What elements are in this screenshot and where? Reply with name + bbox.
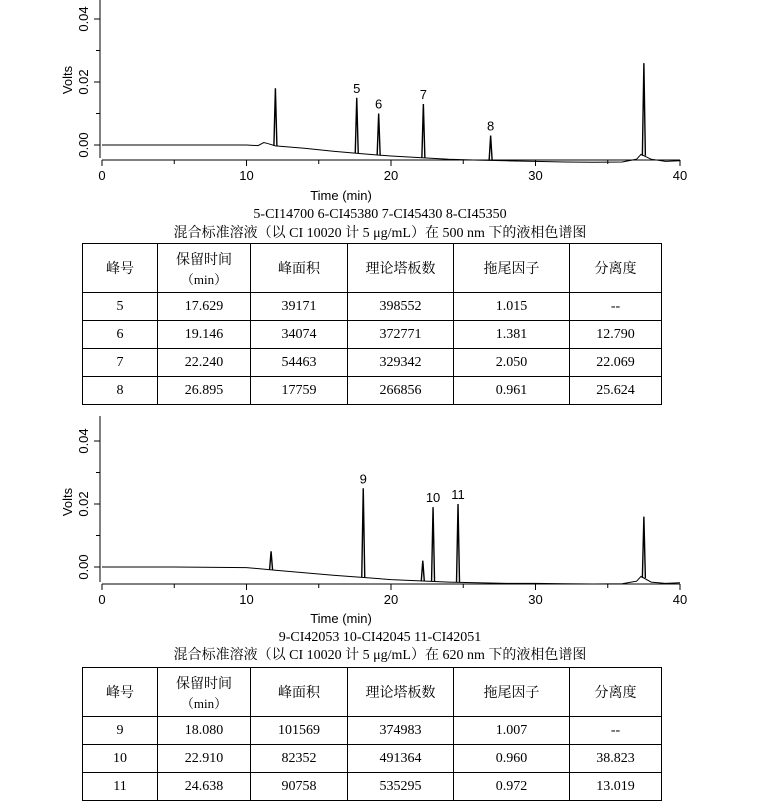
- header-peak: 峰号: [83, 668, 158, 717]
- cell-resolution: --: [570, 293, 662, 321]
- cell-area: 82352: [251, 745, 348, 773]
- cell-rt: 22.910: [158, 745, 251, 773]
- chromatogram-500nm: [0, 0, 760, 210]
- cell-peak: 8: [83, 377, 158, 405]
- cell-plates: 374983: [348, 717, 454, 745]
- x-tick-label: 10: [239, 168, 254, 183]
- x-tick-label: 40: [672, 168, 688, 183]
- cell-peak: 6: [83, 321, 158, 349]
- table-row: [83, 293, 662, 321]
- peak: [270, 551, 273, 570]
- x-tick-label: 30: [528, 592, 543, 607]
- peak-label: 5: [353, 80, 361, 96]
- cell-rt: 19.146: [158, 321, 251, 349]
- cell-area: 101569: [251, 717, 348, 745]
- cell-tailing: 2.050: [454, 349, 570, 377]
- table-620nm: [82, 667, 662, 801]
- cell-plates: 398552: [348, 293, 454, 321]
- peak-label: 8: [487, 118, 495, 134]
- header-area: 峰面积: [251, 244, 348, 293]
- peak: [642, 63, 645, 156]
- header-plates: 理论塔板数: [348, 668, 454, 717]
- chromatogram-trace: [102, 567, 680, 584]
- chromatogram-620nm-svg: [0, 410, 760, 632]
- peak-label: 6: [375, 96, 383, 112]
- cell-plates: 535295: [348, 773, 454, 801]
- header-rt-unit: （min）: [180, 695, 228, 711]
- header-rt-main: 保留时间: [176, 252, 232, 268]
- cell-resolution: 25.624: [570, 377, 662, 405]
- cell-area: 34074: [251, 321, 348, 349]
- peak: [642, 517, 645, 578]
- x-tick-label: 0: [98, 592, 106, 607]
- cell-plates: 329342: [348, 349, 454, 377]
- cell-area: 54463: [251, 349, 348, 377]
- cell-rt: 22.240: [158, 349, 251, 377]
- x-tick-label: 30: [528, 168, 543, 183]
- y-tick-label: 0.02: [76, 69, 91, 95]
- header-retention-time: [158, 668, 251, 717]
- cell-tailing: 1.381: [454, 321, 570, 349]
- header-peak: 峰号: [83, 244, 158, 293]
- y-tick-label: 0.00: [76, 554, 91, 580]
- chromatogram-620nm: [0, 410, 760, 632]
- header-resolution: 分离度: [570, 668, 662, 717]
- table-row: [83, 745, 662, 773]
- peak-label: 10: [425, 490, 441, 506]
- header-plates: 理论塔板数: [348, 244, 454, 293]
- cell-peak: 11: [83, 773, 158, 801]
- header-tailing: 拖尾因子: [454, 244, 570, 293]
- peak: [432, 507, 435, 581]
- cell-resolution: 12.790: [570, 321, 662, 349]
- cell-peak: 5: [83, 293, 158, 321]
- header-rt-unit: （min）: [180, 271, 228, 287]
- table-row: [83, 349, 662, 377]
- table-row: [83, 717, 662, 745]
- x-tick-label: 20: [383, 592, 399, 607]
- cell-peak: 7: [83, 349, 158, 377]
- peak-label: 7: [419, 87, 427, 103]
- cell-peak: 9: [83, 717, 158, 745]
- y-tick-label: 0.04: [76, 6, 91, 32]
- y-tick-label: 0.02: [76, 491, 91, 517]
- header-resolution: 分离度: [570, 244, 662, 293]
- y-axis-label: Volts: [60, 65, 75, 95]
- table-500nm: [82, 243, 662, 405]
- cell-area: 90758: [251, 773, 348, 801]
- peak: [377, 114, 380, 156]
- header-area: 峰面积: [251, 668, 348, 717]
- table-header-row: [83, 668, 662, 717]
- peak: [362, 488, 365, 577]
- chromatogram-500nm-svg: [0, 0, 760, 210]
- peak: [355, 98, 358, 154]
- y-tick-label: 0.00: [76, 132, 91, 158]
- cell-area: 39171: [251, 293, 348, 321]
- peak-label: 11: [451, 487, 465, 502]
- peak: [421, 561, 424, 581]
- table-header-row: [83, 244, 662, 293]
- peak: [457, 504, 460, 582]
- cell-plates: 372771: [348, 321, 454, 349]
- compound-legend-500nm: 5-CI14700 6-CI45380 7-CI45430 8-CI45350: [253, 207, 507, 222]
- peak-label: 9: [359, 471, 367, 487]
- cell-rt: 17.629: [158, 293, 251, 321]
- x-tick-label: 20: [383, 168, 399, 183]
- cell-resolution: 38.823: [570, 745, 662, 773]
- x-tick-label: 0: [98, 168, 106, 183]
- cell-peak: 10: [83, 745, 158, 773]
- chart-title-500nm: 混合标准溶液（以 CI 10020 计 5 μg/mL）在 500 nm 下的液相色谱图: [173, 226, 587, 241]
- peak: [489, 136, 492, 161]
- header-rt-main: 保留时间: [176, 676, 232, 692]
- header-tailing: 拖尾因子: [454, 668, 570, 717]
- chromatogram-trace: [102, 143, 680, 163]
- cell-plates: 491364: [348, 745, 454, 773]
- table-row: [83, 773, 662, 801]
- y-tick-label: 0.04: [76, 428, 91, 454]
- compound-legend-620nm: 9-CI42053 10-CI42045 11-CI42051: [278, 630, 482, 645]
- cell-tailing: 0.972: [454, 773, 570, 801]
- cell-rt: 26.895: [158, 377, 251, 405]
- x-tick-label: 40: [672, 592, 688, 607]
- cell-tailing: 0.960: [454, 745, 570, 773]
- cell-resolution: --: [570, 717, 662, 745]
- cell-resolution: 22.069: [570, 349, 662, 377]
- cell-plates: 266856: [348, 377, 454, 405]
- cell-rt: 24.638: [158, 773, 251, 801]
- y-axis-label: Volts: [60, 487, 75, 517]
- cell-area: 17759: [251, 377, 348, 405]
- cell-resolution: 13.019: [570, 773, 662, 801]
- x-tick-label: 10: [239, 592, 254, 607]
- header-retention-time: [158, 244, 251, 293]
- cell-tailing: 1.007: [454, 717, 570, 745]
- table-row: [83, 321, 662, 349]
- table-row: [83, 377, 662, 405]
- x-axis-label: Time (min): [310, 611, 372, 626]
- chart-title-620nm: 混合标准溶液（以 CI 10020 计 5 μg/mL）在 620 nm 下的液相色谱图: [173, 648, 587, 663]
- peak: [422, 104, 425, 158]
- x-axis-label: Time (min): [310, 188, 372, 203]
- peak: [274, 88, 277, 146]
- cell-tailing: 1.015: [454, 293, 570, 321]
- cell-tailing: 0.961: [454, 377, 570, 405]
- cell-rt: 18.080: [158, 717, 251, 745]
